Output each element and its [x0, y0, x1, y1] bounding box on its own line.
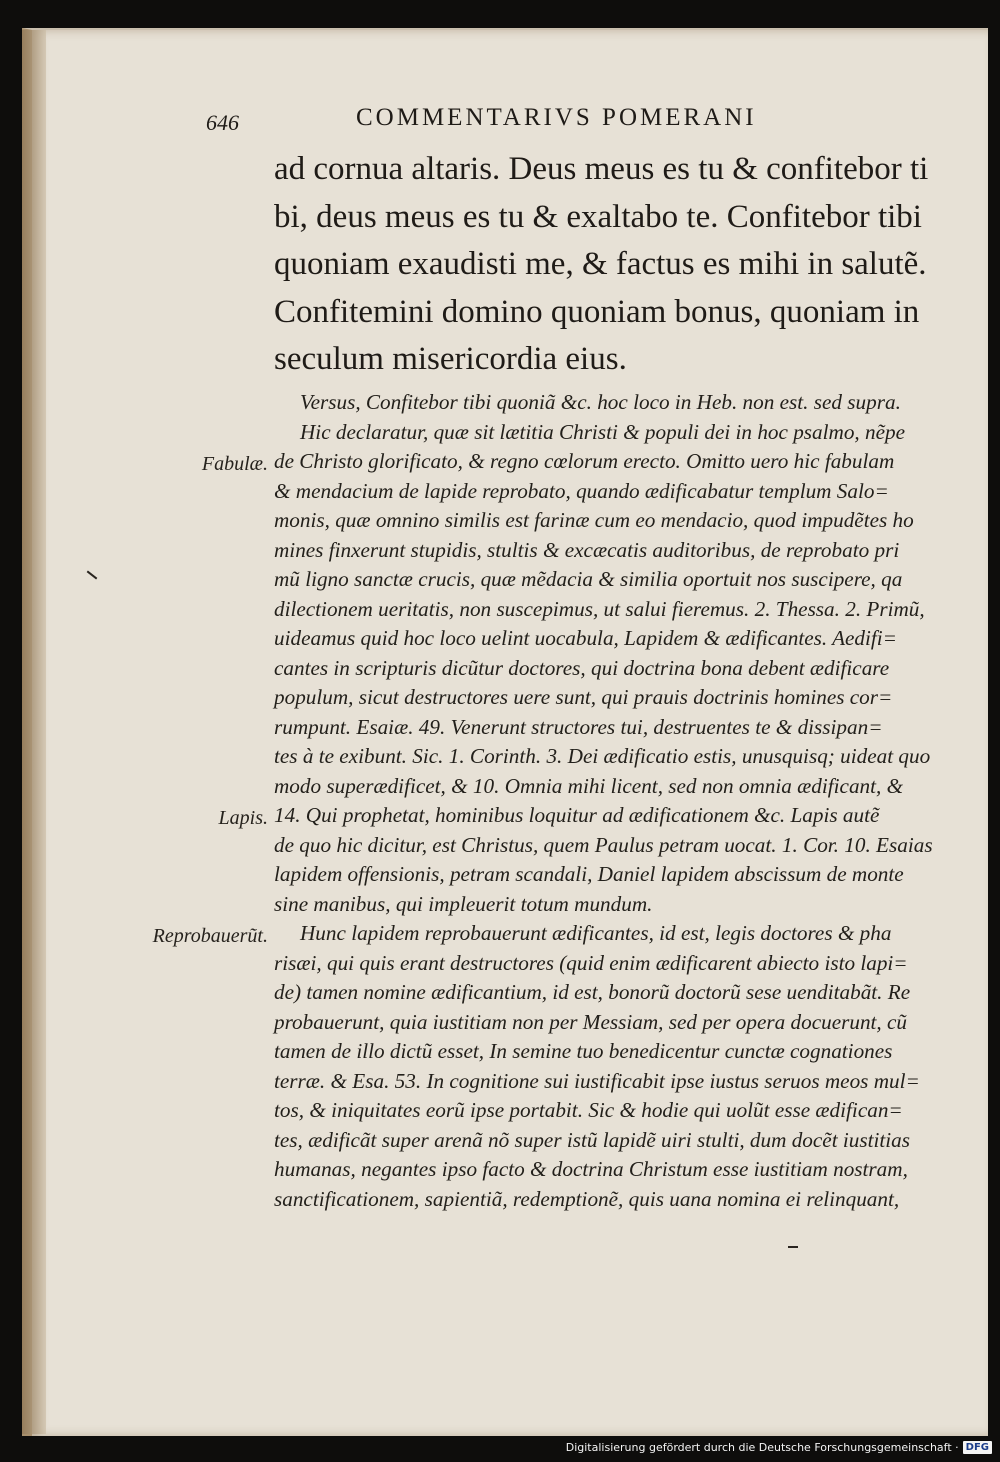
running-title: COMMENTARIVS POMERANI — [356, 104, 757, 131]
footer-credit — [566, 1438, 992, 1456]
commentary-line: de Christo glorificato, & regno cœlorum erecto. Omitto uero hic fabulam — [274, 449, 895, 473]
commentary-line: mũ ligno sanctæ crucis, quæ mẽdacia & similia oportuit nos suscipere, qa — [274, 567, 903, 591]
commentary-line: rumpunt. Esaiæ. 49. Venerunt structores tui, destruentes te & dissipan= — [274, 714, 883, 739]
margin-note-lapis: Lapis. — [218, 807, 268, 829]
scripture-line: Confitemini domino quoniam bonus, quoniam in — [274, 293, 920, 330]
commentary-line: 14. Qui prophetat, hominibus loquitur ad ædificationem &c. Lapis autẽ — [274, 803, 880, 827]
commentary-line: uideamus quid hoc loco uelint uocabula, Lapidem & ædificantes. Aedifi= — [274, 626, 897, 650]
footer-text: Digitalisierung gefördert durch die Deutsche Forschungsgemeinschaft · — [565, 1440, 959, 1454]
commentary-line: sanctificationem, sapientiã, redemptionẽ, quis uana nomina ei relinquant, — [274, 1186, 900, 1211]
scripture-line: ad cornua altaris. Deus meus es tu & confitebor ti — [274, 151, 929, 187]
page-gutter — [22, 30, 46, 1434]
commentary-line: Hunc lapidem reprobauerunt ædificantes, id est, legis doctores & pha — [300, 921, 892, 945]
margin-note-fabulae: Fabulæ. — [201, 453, 268, 475]
page-number: 646 — [206, 110, 239, 135]
commentary-line: dilectionem ueritatis, non suscepimus, ut salui fieremus. 2. Thessa. 2. Primũ, — [274, 596, 925, 621]
scripture-text — [274, 146, 934, 384]
margin-note-reprobauerunt: Reprobauerũt. — [152, 925, 268, 947]
commentary-line: modo superædificet, & 10. Omnia mihi licent, sed non omnia ædificant, & — [274, 773, 904, 798]
commentary-line: tos, & iniquitates eorũ ipse portabit. Sic & hodie qui uolũt esse ædifican= — [274, 1098, 903, 1122]
commentary-line: probauerunt, quia iustitiam non per Messiam, sed per opera docuerunt, cũ — [274, 1009, 908, 1034]
commentary-line: tamen de illo dictũ esset, In semine tuo benedicentur cunctæ cognationes — [274, 1039, 893, 1063]
commentary-line: lapidem offensionis, petram scandali, Daniel lapidem abscissum de monte — [274, 862, 904, 886]
commentary-line: Versus, Confitebor tibi quoniã &c. hoc loco in Heb. non est. sed supra. — [300, 390, 901, 414]
scripture-line: bi, deus meus es tu & exaltabo te. Confitebor tibi — [274, 198, 922, 235]
scripture-line: seculum misericordia eius. — [274, 341, 627, 378]
commentary-line: tes à te exibunt. Sic. 1. Corinth. 3. Dei ædificatio estis, unusquisq; uideat quo — [274, 744, 931, 768]
commentary-line: humanas, negantes ipso facto & doctrina Christum esse iustitiam nostram, — [274, 1157, 908, 1181]
commentary-text — [274, 388, 934, 1214]
scripture-line: quoniam exaudisti me, & factus es mihi in salutẽ. — [274, 246, 927, 283]
commentary-line: & mendacium de lapide reprobato, quando ædificabatur templum Salo= — [274, 478, 889, 503]
commentary-line: Hic declaratur, quæ sit lætitia Christi & populi dei in hoc psalmo, nẽpe — [300, 419, 906, 444]
commentary-line: sine manibus, qui impleuerit totum mundum. — [274, 891, 653, 916]
commentary-line: tes, ædificãt super arenã nõ super istũ lapidẽ uiri stulti, dum docẽt iustitias — [274, 1127, 911, 1152]
commentary-line: risæi, qui quis erant destructores (quid enim ædificarent abiecto isto lapi= — [274, 950, 908, 975]
commentary-line: populum, sicut destructores uere sunt, qui prauis doctrinis homines cor= — [274, 685, 893, 709]
commentary-line: mines finxerunt stupidis, stultis & excæcatis auditoribus, de reprobato pri — [274, 537, 900, 562]
stray-ink-mark — [788, 1246, 798, 1248]
commentary-line: terræ. & Esa. 53. In cognitione sui iustificabit ipse iustus seruos meos mul= — [274, 1068, 920, 1093]
dfg-logo: DFG — [963, 1441, 992, 1454]
commentary-line: monis, quæ omnino similis est farinæ cum eo mendacio, quod impudẽtes ho — [274, 508, 914, 532]
page-header — [206, 104, 926, 138]
commentary-line: cantes in scripturis dicũtur doctores, qui doctrina bona debent ædificare — [274, 655, 890, 680]
commentary-line: de) tamen nomine ædificantium, id est, bonorũ doctorũ sese uenditabãt. Re — [274, 980, 911, 1004]
commentary-line: de quo hic dicitur, est Christus, quem Paulus petram uocat. 1. Cor. 10. Esaias — [274, 832, 933, 857]
